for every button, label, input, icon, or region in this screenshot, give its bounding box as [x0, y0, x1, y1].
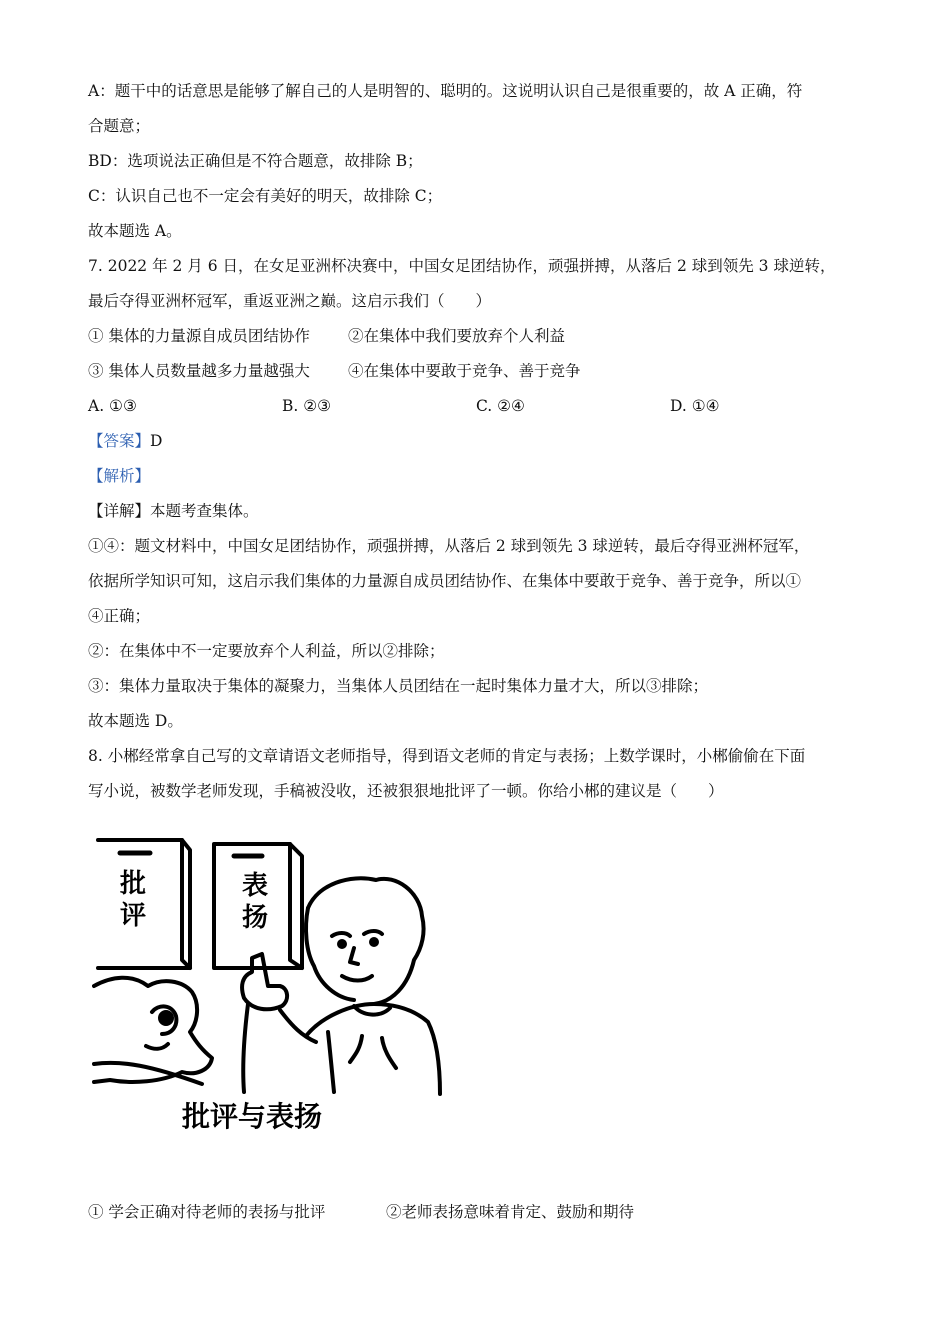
q7-explain-line2: 依据所学知识可知，这启示我们集体的力量源自成员团结协作、在集体中要敢于竞争、善于竞争，所以①: [88, 572, 802, 590]
answer-tag: 【答案】: [88, 432, 151, 450]
q7-option-c: C. ②④: [476, 397, 525, 415]
sign-right-char-1: 表: [242, 871, 269, 901]
answer-value: D: [150, 432, 163, 450]
q7-option-a: A. ①③: [88, 397, 137, 415]
figure-caption: 批评与表扬: [182, 1100, 323, 1133]
q7-explain-line1: ①④：题文材料中，中国女足团结协作，顽强拼搏，从落后 2 球到领先 3 球逆转，最后夺得亚洲杯冠军，: [88, 537, 810, 555]
q7-explain-line4: ②：在集体中不一定要放弃个人利益，所以②排除；: [88, 642, 445, 660]
q7-answer: [88, 424, 868, 459]
q8-statements-row1: [88, 1195, 634, 1230]
q7-option-d: D. ①④: [670, 397, 720, 415]
q7-detail: 【详解】本题考查集体。: [88, 502, 259, 520]
q7-statement-1: ① 集体的力量源自成员团结协作: [88, 327, 310, 345]
pointing-hand: [242, 954, 287, 1009]
analysis-a-line1: A：题干中的话意思是能够了解自己的人是明智的、聪明的。这说明认识自己是很重要的，故 A 正确，符: [88, 82, 803, 100]
sign-left-char-2: 评: [120, 901, 147, 931]
q8-stem-line1: 8. 小郴经常拿自己写的文章请语文老师指导，得到语文老师的肯定与表扬；上数学课时，小郴偷偷在下面: [88, 747, 806, 765]
q7-explain-line3: ④正确；: [88, 607, 151, 625]
q7-explain-line5: ③：集体力量取决于集体的凝聚力，当集体人员团结在一起时集体力量才大，所以③排除；: [88, 677, 709, 695]
document-page: [88, 74, 868, 809]
q8-statement-1: ① 学会正确对待老师的表扬与批评: [88, 1203, 326, 1221]
q7-statement-2: ②在集体中我们要放弃个人利益: [348, 327, 566, 345]
q8-stem-line2: 写小说，被数学老师发现，手稿被没收，还被狠狠地批评了一顿。你给小郴的建议是（ ）: [88, 782, 724, 800]
analysis-tag: 【解析】: [88, 467, 151, 485]
sign-right-char-2: 扬: [242, 903, 269, 933]
q7-conclusion: 故本题选 D。: [88, 712, 183, 730]
sign-left-char-1: 批: [120, 869, 147, 899]
q7-statement-4: ④在集体中要敢于竞争、善于竞争: [348, 362, 581, 380]
q7-statement-3: ③ 集体人员数量越多力量越强大: [88, 362, 310, 380]
analysis-bd: BD：选项说法正确但是不符合题意，故排除 B；: [88, 152, 423, 170]
q7-stem-line2: 最后夺得亚洲杯冠军，重返亚洲之巅。这启示我们（ ）: [88, 292, 492, 310]
q7-statements-row1: [88, 319, 868, 354]
criticism-praise-cartoon: [92, 836, 452, 1136]
student-figure: [94, 978, 212, 1082]
q7-stem-line1: 7. 2022 年 2 月 6 日，在女足亚洲杯决赛中，中国女足团结协作，顽强拼搏，从落后 2 球到领先 3 球逆转，: [88, 257, 836, 275]
analysis-a-line2: 合题意；: [88, 117, 151, 135]
q7-options: [88, 389, 868, 424]
analysis-conclusion: 故本题选 A。: [88, 222, 182, 240]
q7-statements-row2: [88, 354, 868, 389]
analysis-c: C：认识自己也不一定会有美好的明天，故排除 C；: [88, 187, 443, 205]
q8-statement-2: ②老师表扬意味着肯定、鼓励和期待: [386, 1203, 635, 1221]
q7-option-b: B. ②③: [282, 397, 332, 415]
